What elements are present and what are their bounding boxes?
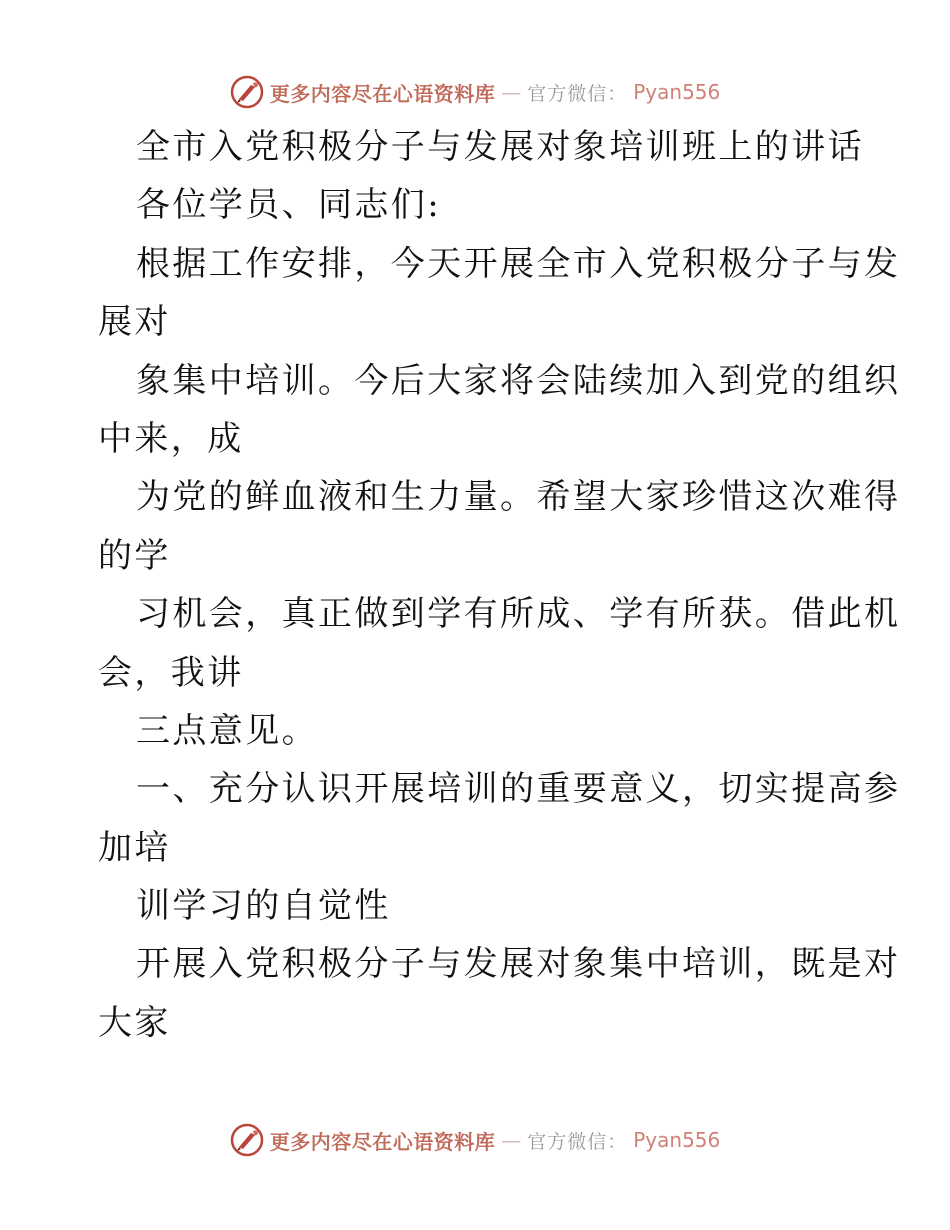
text-line: 全市入党积极分子与发展对象培训班上的讲话 xyxy=(136,127,864,167)
watermark-wechat-id: Pyan556 xyxy=(633,1128,721,1152)
text-line: 加培 xyxy=(98,827,171,868)
text-line: 一、充分认识开展培训的重要意义，切实提高参 xyxy=(136,769,901,810)
text-line: 展对 xyxy=(98,302,171,343)
footer-watermark xyxy=(0,1120,950,1160)
text-line: 根据工作安排，今天开展全市入党积极分子与发 xyxy=(136,243,901,284)
text-line: 开展入党积极分子与发展对象集中培训，既是对 xyxy=(136,944,901,985)
text-line: 象集中培训。今后大家将会陆续加入到党的组织 xyxy=(136,360,901,401)
text-line: 习机会，真正做到学有所成、学有所获。借此机 xyxy=(136,594,901,635)
watermark-wechat-label: 官方微信： xyxy=(527,1130,628,1153)
text-line: 会，我讲 xyxy=(98,652,244,693)
document-body xyxy=(98,118,901,1052)
text-line: 的学 xyxy=(98,535,171,576)
text-line: 各位学员、同志们: xyxy=(136,185,442,226)
watermark-dash: — xyxy=(501,80,522,104)
watermark-wechat-id: Pyan556 xyxy=(633,80,721,104)
watermark-wechat-label: 官方微信： xyxy=(527,82,628,105)
watermark-brand-text: 更多内容尽在心语资料库 xyxy=(269,81,496,106)
quill-logo-icon xyxy=(230,1123,264,1157)
text-line: 为党的鲜血液和生力量。希望大家珍惜这次难得 xyxy=(136,477,901,518)
text-line: 大家 xyxy=(98,1002,171,1043)
watermark-dash: — xyxy=(501,1128,522,1152)
header-watermark xyxy=(0,72,950,112)
watermark-brand-text: 更多内容尽在心语资料库 xyxy=(269,1129,496,1154)
text-line: 训学习的自觉性 xyxy=(136,886,391,927)
quill-logo-icon xyxy=(230,75,264,109)
text-line: 中来，成 xyxy=(98,418,244,459)
text-line: 三点意见。 xyxy=(136,710,318,751)
